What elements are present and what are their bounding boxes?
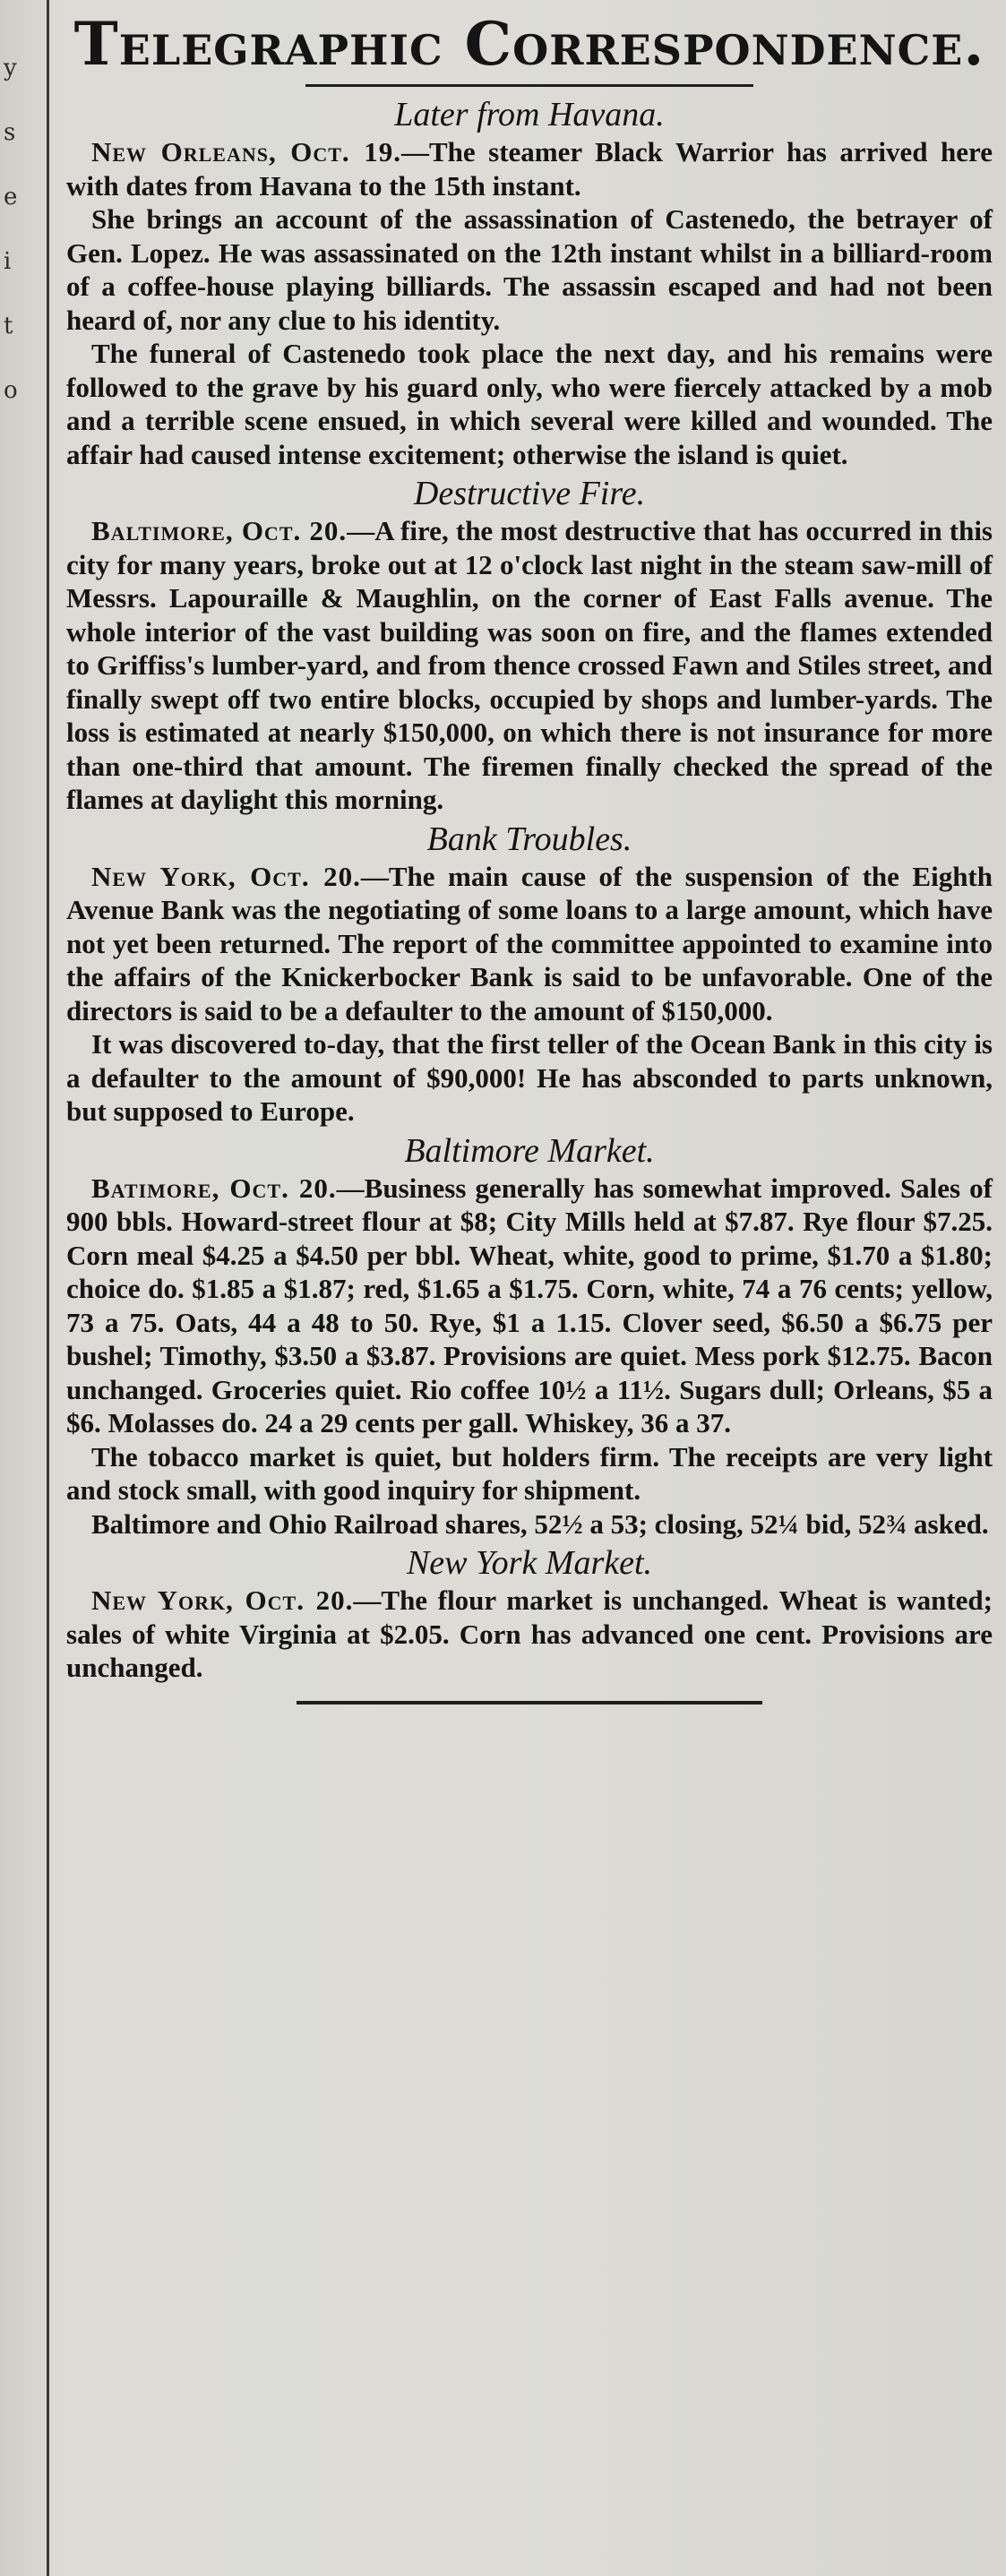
article-paragraph [66, 202, 993, 337]
article-paragraph [66, 337, 993, 471]
article-baltimore-market [66, 1130, 993, 1541]
bottom-rule [297, 1701, 762, 1704]
article-headline: Bank Troubles. [426, 820, 632, 858]
paragraph-text: —Business generally has somewhat improved. Sales of 900 bbls. Howard-street flour at $8; City Mills held at $7.87. Rye flour $7.25. Corn meal $4.25 a $4.50 per bbl. Wheat, white, good to prime, $1.70 a $1.80; choice do. $1.85 a $1.87; red, $1.65 a $1.75. Corn, white, 74 a 76 cents; yellow, 73 a 75. Oats, 44 a 48 to 50. Rye, $1 a 1.15. Clover seed, $6.50 a $6.75 per bushel; Timothy, $3.50 a $3.87. Provisions are quiet. Mess pork $12.75. Bacon unchanged. Groceries quiet. Rio coffee 10½ a 11½. Sugars dull; Orleans, $5 a $6. Molasses do. 24 a 29 cents per gall. Whiskey, 36 a 37. [66, 1172, 993, 1438]
paragraph-text: The tobacco market is quiet, but holders firm. The receipts are very light and stock small, with good inquiry for shipment. [66, 1440, 993, 1506]
article-paragraph [66, 1440, 993, 1507]
dateline: New York, Oct. 20. [91, 1584, 354, 1616]
article-headline: Destructive Fire. [413, 475, 646, 512]
paragraph-text: The funeral of Castenedo took place the next day, and his remains were followed to the grave by his guard only, who were fiercely attacked by a mob and a terrible scene ensued, in which several were killed and wounded. The affair had caused intense excitement; otherwise the island is quiet. [66, 338, 993, 470]
dateline: Baltimore, Oct. 20. [91, 515, 348, 546]
article-headline: New York Market. [406, 1544, 653, 1582]
dateline: New York, Oct. 20. [91, 860, 361, 892]
margin-fragment: o [4, 377, 18, 404]
paragraph-text: It was discovered to-day, that the first teller of the Ocean Bank in this city is a defaulter to the amount of $90,000! He has absconded to parts unknown, but supposed to Europe. [66, 1028, 993, 1127]
article-new-york-market [66, 1542, 993, 1685]
paragraph-text: —The main cause of the suspension of the Eighth Avenue Bank was the negotiating of some loans to a large amount, which have not yet been returned. The report of the committee appointed to examine into the affairs of the Knickerbocker Bank is said to be unfavorable. One of the directors is said to be a defaulter to the amount of $150,000. [66, 860, 993, 1026]
article-fire [66, 473, 993, 817]
article-paragraph [66, 1584, 993, 1685]
margin-fragment: y [4, 55, 17, 82]
masthead: Telegraphic Correspondence. [73, 9, 985, 79]
article-paragraph [66, 1172, 993, 1440]
article-headline: Baltimore Market. [404, 1131, 655, 1170]
dateline: Batimore, Oct. 20. [91, 1172, 337, 1204]
paragraph-text: She brings an account of the assassination of Castenedo, the betrayer of Gen. Lopez. He was assassinated on the 12th instant whilst in a billiard-room of a coffee-house playing billiards. The assassin escaped and had not been heard of, nor any clue to his identity. [66, 203, 993, 336]
paragraph-text: —The flour market is unchanged. Wheat is wanted; sales of white Virginia at $2.05. Corn has advanced one cent. Provisions are unchanged. [66, 1584, 993, 1683]
margin-fragment: s [4, 119, 16, 146]
article-paragraph [66, 514, 993, 817]
margin-fragments [4, 36, 30, 423]
article-paragraph [66, 860, 993, 1028]
paragraph-text: —The steamer Black Warrior has arrived here with dates from Havana to the 15th instant. [66, 136, 993, 202]
article-bank-troubles [66, 819, 993, 1129]
news-column [66, 0, 993, 1704]
article-paragraph [66, 135, 993, 202]
margin-fragment: i [4, 248, 12, 275]
dateline: New Orleans, Oct. 19. [91, 136, 401, 167]
article-havana [66, 94, 993, 471]
article-headline: Later from Havana. [394, 96, 665, 133]
paragraph-text: —A fire, the most destructive that has occurred in this city for many years, broke out at 12 o'clock last night in the steam saw-mill of Messrs. Lapouraille & Maughlin, on the corner of East Falls avenue. The whole interior of the vast building was soon on fire, and the flames extended to Griffiss's lumber-yard, and from thence crossed Fawn and Stiles street, and finally swept off two entire blocks, occupied by shops and lumber-yards. The loss is estimated at nearly $150,000, on which there is not insurance for more than one-third that amount. The firemen finally checked the spread of the flames at daylight this morning. [66, 515, 993, 815]
article-paragraph [66, 1507, 993, 1541]
column-rule [47, 0, 49, 2576]
masthead-rule [305, 84, 753, 87]
article-paragraph [66, 1027, 993, 1129]
margin-fragment: e [4, 184, 18, 210]
paragraph-text: Baltimore and Ohio Railroad shares, 52½ a 53; closing, 52¼ bid, 52¾ asked. [91, 1507, 989, 1540]
margin-fragment: t [4, 313, 13, 339]
